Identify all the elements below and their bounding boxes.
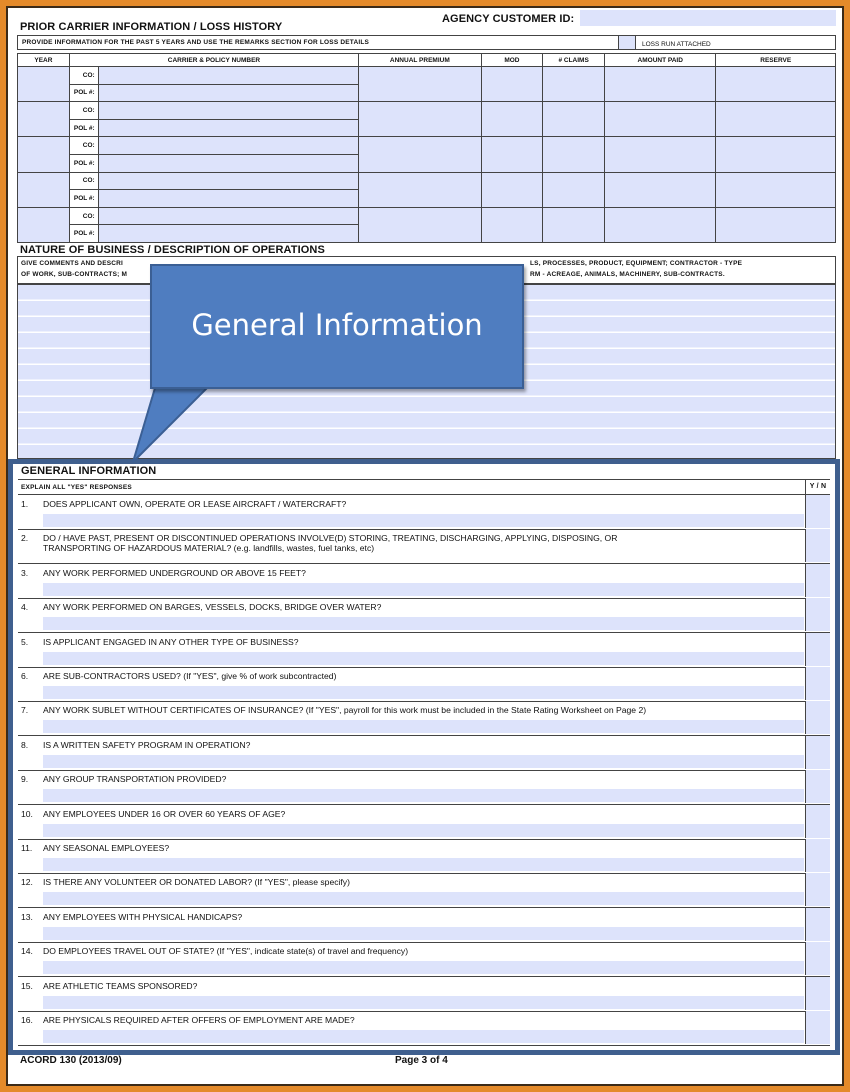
question-label: ARE ATHLETIC TEAMS SPONSORED? bbox=[43, 980, 198, 991]
question-text bbox=[21, 637, 299, 647]
question-yn-field[interactable] bbox=[805, 736, 830, 769]
question-row bbox=[18, 701, 830, 736]
policy-number-field[interactable] bbox=[98, 225, 358, 243]
year-field[interactable] bbox=[18, 102, 70, 137]
question-explain-field[interactable] bbox=[43, 617, 804, 630]
page-number: Page 3 of 4 bbox=[395, 1055, 448, 1066]
question-text bbox=[21, 671, 336, 681]
question-number: 9. bbox=[21, 774, 29, 785]
question-label: ANY SEASONAL EMPLOYEES? bbox=[43, 843, 170, 853]
question-row bbox=[18, 529, 830, 564]
question-row bbox=[18, 736, 830, 771]
question-number: 5. bbox=[21, 636, 29, 647]
question-row bbox=[18, 873, 830, 908]
amount-paid-field[interactable] bbox=[605, 172, 716, 207]
pol-label: POL #: bbox=[69, 84, 98, 102]
question-yn-field[interactable] bbox=[805, 495, 830, 528]
loss-history-instruction-row bbox=[17, 35, 836, 50]
question-explain-field[interactable] bbox=[43, 1030, 804, 1043]
carrier-field[interactable] bbox=[98, 172, 358, 190]
amount-paid-field[interactable] bbox=[605, 102, 716, 137]
question-row bbox=[18, 564, 830, 599]
form-number: ACORD 130 (2013/09) bbox=[20, 1055, 122, 1066]
loss-history-row bbox=[18, 67, 836, 85]
question-yn-field[interactable] bbox=[805, 529, 830, 562]
question-number: 8. bbox=[21, 739, 29, 750]
question-label: ARE PHYSICALS REQUIRED AFTER OFFERS OF EMPLOYMENT ARE MADE? bbox=[43, 1015, 355, 1025]
nature-instruction-line2-left: OF WORK, SUB-CONTRACTS; M bbox=[21, 271, 128, 278]
question-explain-field[interactable] bbox=[43, 652, 804, 665]
question-text bbox=[21, 740, 250, 750]
question-yn-field[interactable] bbox=[805, 839, 830, 872]
question-yn-field[interactable] bbox=[805, 770, 830, 803]
col-reserve: RESERVE bbox=[716, 54, 836, 67]
question-label: ANY WORK SUBLET WITHOUT CERTIFICATES OF INSURANCE? (If "YES", payroll for this work must be included in the State Rating Worksheet on Page 2) bbox=[43, 705, 647, 716]
question-row bbox=[18, 667, 830, 702]
question-number: 1. bbox=[21, 499, 29, 509]
co-label: CO: bbox=[69, 67, 98, 85]
loss-history-row bbox=[18, 102, 836, 120]
annual-premium-field[interactable] bbox=[359, 67, 481, 102]
amount-paid-field[interactable] bbox=[605, 67, 716, 102]
question-explain-field[interactable] bbox=[43, 514, 804, 527]
pol-label: POL #: bbox=[69, 190, 98, 208]
question-number: 15. bbox=[21, 980, 33, 991]
col-annual-premium: ANNUAL PREMIUM bbox=[359, 54, 481, 67]
question-row bbox=[18, 495, 830, 530]
policy-number-field[interactable] bbox=[98, 84, 358, 102]
pol-label: POL #: bbox=[69, 119, 98, 137]
annual-premium-field[interactable] bbox=[359, 137, 481, 172]
question-explain-field[interactable] bbox=[43, 996, 804, 1009]
question-text bbox=[21, 843, 169, 853]
reserve-field[interactable] bbox=[716, 207, 836, 242]
question-yn-field[interactable] bbox=[805, 942, 830, 975]
question-yn-field[interactable] bbox=[805, 1011, 830, 1044]
question-label: ANY WORK PERFORMED ON BARGES, VESSELS, DOCKS, BRIDGE OVER WATER? bbox=[43, 602, 382, 613]
question-label: DOES APPLICANT OWN, OPERATE OR LEASE AIRCRAFT / WATERCRAFT? bbox=[43, 499, 347, 509]
mod-field[interactable] bbox=[481, 172, 543, 207]
nature-instruction-line2-right: RM - ACREAGE, ANIMALS, MACHINERY, SUB-CONTRACTS. bbox=[530, 271, 725, 278]
reserve-field[interactable] bbox=[716, 137, 836, 172]
question-explain-field[interactable] bbox=[43, 686, 804, 699]
col-mod: MOD bbox=[481, 54, 543, 67]
general-information-callout bbox=[150, 264, 524, 389]
question-yn-field[interactable] bbox=[805, 805, 830, 838]
col-claims: # CLAIMS bbox=[543, 54, 605, 67]
question-label: IS THERE ANY VOLUNTEER OR DONATED LABOR? (If "YES", please specify) bbox=[43, 877, 350, 888]
question-number: 7. bbox=[21, 705, 29, 716]
question-yn-field[interactable] bbox=[805, 598, 830, 631]
year-field[interactable] bbox=[18, 67, 70, 102]
question-row bbox=[18, 977, 830, 1012]
loss-history-rows bbox=[18, 67, 836, 243]
loss-history-row bbox=[18, 207, 836, 225]
question-row bbox=[18, 942, 830, 977]
question-yn-field[interactable] bbox=[805, 701, 830, 734]
question-number: 10. bbox=[21, 808, 33, 819]
question-label: IS APPLICANT ENGAGED IN ANY OTHER TYPE OF BUSINESS? bbox=[43, 636, 299, 647]
loss-history-row bbox=[18, 137, 836, 155]
reserve-field[interactable] bbox=[716, 102, 836, 137]
callout-label: General Information bbox=[191, 308, 483, 342]
nature-instruction-line1-left: GIVE COMMENTS AND DESCRI bbox=[21, 260, 124, 267]
question-row bbox=[18, 839, 830, 874]
prior-carrier-title: PRIOR CARRIER INFORMATION / LOSS HISTORY bbox=[20, 21, 283, 33]
question-number: 14. bbox=[21, 946, 33, 957]
loss-run-attached-label: LOSS RUN ATTACHED bbox=[642, 41, 711, 48]
loss-run-attached-checkbox[interactable] bbox=[618, 36, 636, 49]
question-text bbox=[21, 809, 285, 819]
question-number: 11. bbox=[21, 843, 33, 853]
question-text bbox=[21, 981, 197, 991]
question-explain-field[interactable] bbox=[43, 927, 804, 940]
callout-pointer bbox=[125, 380, 235, 470]
mod-field[interactable] bbox=[481, 102, 543, 137]
question-label: ANY EMPLOYEES UNDER 16 OR OVER 60 YEARS OF AGE? bbox=[43, 808, 286, 819]
question-text bbox=[21, 912, 242, 922]
question-label: DO / HAVE PAST, PRESENT OR DISCONTINUED OPERATIONS INVOLVE(D) STORING, TREATING, DISCHARGING, APPLYING, DISPOSING, OR bbox=[43, 533, 618, 544]
annual-premium-field[interactable] bbox=[359, 207, 481, 242]
question-number: 16. bbox=[21, 1015, 33, 1025]
question-explain-field[interactable] bbox=[43, 892, 804, 905]
question-number: 6. bbox=[21, 671, 29, 681]
question-text bbox=[21, 499, 346, 509]
carrier-field[interactable] bbox=[98, 207, 358, 225]
mod-field[interactable] bbox=[481, 67, 543, 102]
agency-customer-id-label: AGENCY CUSTOMER ID: bbox=[442, 13, 575, 25]
question-row bbox=[18, 598, 830, 633]
question-row bbox=[18, 805, 830, 840]
co-label: CO: bbox=[69, 207, 98, 225]
question-text bbox=[21, 877, 350, 887]
question-row bbox=[18, 1011, 830, 1046]
question-explain-field[interactable] bbox=[43, 583, 804, 596]
mod-field[interactable] bbox=[481, 207, 543, 242]
question-number: 12. bbox=[21, 877, 33, 888]
amount-paid-field[interactable] bbox=[605, 137, 716, 172]
question-label: DO EMPLOYEES TRAVEL OUT OF STATE? (If "YES", indicate state(s) of travel and frequency) bbox=[43, 946, 409, 957]
question-text bbox=[21, 602, 381, 612]
col-carrier-policy: CARRIER & POLICY NUMBER bbox=[69, 54, 358, 67]
co-label: CO: bbox=[69, 102, 98, 120]
nature-of-business-title: NATURE OF BUSINESS / DESCRIPTION OF OPERATIONS bbox=[20, 244, 325, 256]
question-row bbox=[18, 770, 830, 805]
question-label: IS A WRITTEN SAFETY PROGRAM IN OPERATION? bbox=[43, 739, 251, 750]
annual-premium-field[interactable] bbox=[359, 102, 481, 137]
co-label: CO: bbox=[69, 137, 98, 155]
question-label: ANY WORK PERFORMED UNDERGROUND OR ABOVE 15 FEET? bbox=[43, 567, 306, 578]
col-amount-paid: AMOUNT PAID bbox=[605, 54, 716, 67]
policy-number-field[interactable] bbox=[98, 154, 358, 172]
yn-header: Y / N bbox=[805, 480, 830, 494]
question-explain-field[interactable] bbox=[43, 720, 804, 733]
agency-customer-id-field[interactable] bbox=[580, 10, 836, 26]
loss-history-instruction: PROVIDE INFORMATION FOR THE PAST 5 YEARS AND USE THE REMARKS SECTION FOR LOSS DETAILS bbox=[22, 39, 370, 46]
general-information-title: GENERAL INFORMATION bbox=[21, 465, 157, 477]
explain-yes-label: EXPLAIN ALL "YES" RESPONSES bbox=[21, 484, 132, 491]
question-text bbox=[21, 946, 408, 956]
nature-instruction-line1-right: LS, PROCESSES, PRODUCT, EQUIPMENT; CONTRACTOR - TYPE bbox=[530, 260, 743, 267]
amount-paid-field[interactable] bbox=[605, 207, 716, 242]
question-label: ANY EMPLOYEES WITH PHYSICAL HANDICAPS? bbox=[43, 911, 243, 922]
pol-label: POL #: bbox=[69, 154, 98, 172]
question-label: ANY GROUP TRANSPORTATION PROVIDED? bbox=[43, 774, 227, 785]
question-text bbox=[21, 568, 306, 578]
question-yn-field[interactable] bbox=[805, 908, 830, 941]
question-explain-field[interactable] bbox=[43, 961, 804, 974]
question-text bbox=[21, 705, 646, 715]
question-yn-field[interactable] bbox=[805, 667, 830, 700]
col-year: YEAR bbox=[18, 54, 70, 67]
claims-field[interactable] bbox=[543, 207, 605, 242]
co-label: CO: bbox=[69, 172, 98, 190]
policy-number-field[interactable] bbox=[98, 190, 358, 208]
carrier-field[interactable] bbox=[98, 67, 358, 85]
general-information-header-row bbox=[18, 479, 830, 495]
question-text bbox=[21, 774, 226, 784]
claims-field[interactable] bbox=[543, 137, 605, 172]
question-text bbox=[21, 1015, 355, 1025]
question-yn-field[interactable] bbox=[805, 873, 830, 906]
reserve-field[interactable] bbox=[716, 67, 836, 102]
claims-field[interactable] bbox=[543, 67, 605, 102]
question-label: ARE SUB-CONTRACTORS USED? (If "YES", give % of work subcontracted) bbox=[43, 671, 337, 681]
question-number: 4. bbox=[21, 602, 29, 613]
pol-label: POL #: bbox=[69, 225, 98, 243]
question-explain-field[interactable] bbox=[43, 858, 804, 871]
question-explain-field[interactable] bbox=[43, 755, 804, 768]
mod-field[interactable] bbox=[481, 137, 543, 172]
claims-field[interactable] bbox=[543, 172, 605, 207]
annual-premium-field[interactable] bbox=[359, 172, 481, 207]
claims-field[interactable] bbox=[543, 102, 605, 137]
question-number: 3. bbox=[21, 567, 29, 578]
question-explain-field[interactable] bbox=[43, 824, 804, 837]
year-field[interactable] bbox=[18, 172, 70, 207]
question-row bbox=[18, 633, 830, 668]
carrier-field[interactable] bbox=[98, 137, 358, 155]
loss-history-row bbox=[18, 172, 836, 190]
question-number: 13. bbox=[21, 911, 33, 922]
question-explain-field[interactable] bbox=[43, 789, 804, 802]
reserve-field[interactable] bbox=[716, 172, 836, 207]
year-field[interactable] bbox=[18, 207, 70, 242]
question-label-line2: TRANSPORTING OF HAZARDOUS MATERIAL? (e.g. landfills, wastes, fuel tanks, etc) bbox=[43, 543, 375, 554]
question-row bbox=[18, 908, 830, 943]
year-field[interactable] bbox=[18, 137, 70, 172]
policy-number-field[interactable] bbox=[98, 119, 358, 137]
question-text bbox=[21, 533, 617, 553]
question-yn-field[interactable] bbox=[805, 633, 830, 666]
carrier-field[interactable] bbox=[98, 102, 358, 120]
question-number: 2. bbox=[21, 533, 29, 544]
question-yn-field[interactable] bbox=[805, 977, 830, 1010]
loss-history-table bbox=[17, 53, 836, 243]
question-yn-field[interactable] bbox=[805, 564, 830, 597]
